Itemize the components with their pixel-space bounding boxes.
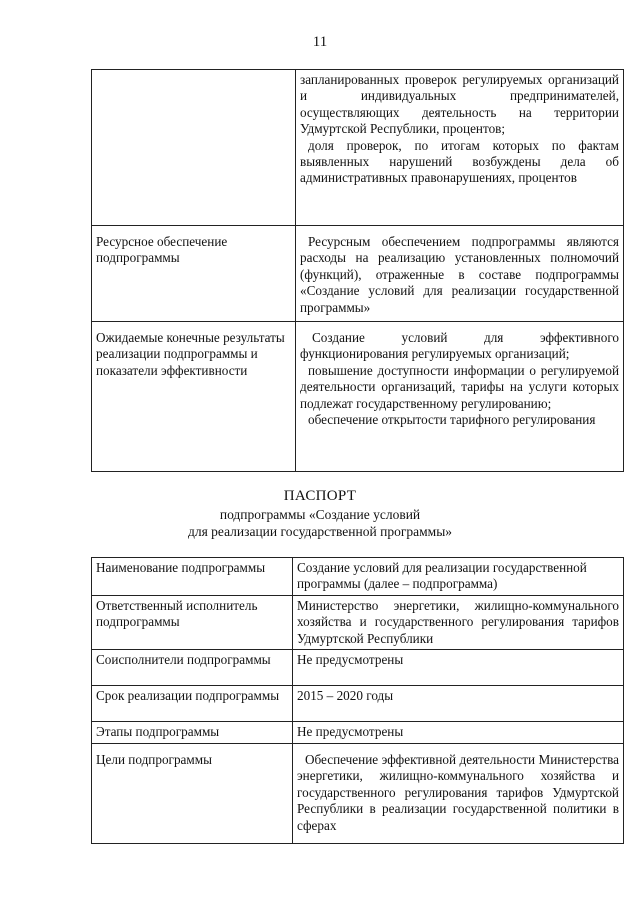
row-value: Обеспечение эффективной деятельности Министерства энергетики, жилищно-коммунального хозяйства и государственного регулирования тарифов Удмуртской Республики в реализации государственной политики в сферах (293, 744, 624, 844)
table-row (92, 686, 624, 722)
table-row (92, 650, 624, 686)
row-value: 2015 – 2020 годы (293, 686, 624, 722)
value-paragraph: запланированных проверок регулируемых организаций и индивидуальных предпринимателей, осуществляющих деятельность на территории Удмуртской Республики, процентов; (300, 72, 619, 137)
value-paragraph: доля проверок, по итогам которых по фактам выявленных нарушений возбуждены дела об административных правонарушениях, процентов (300, 137, 619, 186)
row-label: Срок реализации подпрограммы (92, 686, 293, 722)
row-label: Ожидаемые конечные результаты реализации подпрограммы и показатели эффективности (92, 322, 296, 472)
passport-subtitle-line2: для реализации государственной программы» (187, 524, 453, 539)
table-row (92, 744, 624, 844)
table-row (92, 226, 624, 322)
table-row (92, 70, 624, 226)
passport-table (91, 557, 624, 844)
row-value (296, 70, 624, 226)
table-row (92, 595, 624, 649)
row-value (296, 226, 624, 322)
value-paragraph: Ресурсным обеспечением подпрограммы являются расходы на реализацию установленных полномочий (функций), отраженные в составе подпрограммы «Создание условий для реализации государственной программы» (300, 234, 619, 315)
table-row (92, 322, 624, 472)
row-label: Цели подпрограммы (92, 744, 293, 844)
row-value: Не предусмотрены (293, 650, 624, 686)
value-paragraph: Создание условий для эффективного функционирования регулируемых организаций; (300, 330, 619, 362)
row-label: Наименование подпрограммы (92, 558, 293, 596)
row-value: Министерство энергетики, жилищно-коммунального хозяйства и государственного регулирования тарифов Удмуртской Республики (293, 595, 624, 649)
row-label: Соисполнители подпрограммы (92, 650, 293, 686)
passport-title: ПАСПОРТ (283, 488, 357, 504)
value-paragraph: повышение доступности информации о регулируемой деятельности организаций, тарифы на услуги которых подлежат государственному регулированию; (300, 362, 619, 411)
row-label: Ресурсное обеспечение подпрограммы (92, 226, 296, 322)
row-label (92, 70, 296, 226)
passport-subtitle-line1: подпрограммы «Создание условий (219, 507, 421, 522)
page-number: 11 (312, 34, 328, 50)
table-row (92, 722, 624, 744)
subprogram-summary-table (91, 69, 624, 472)
row-label: Ответственный исполнитель подпрограммы (92, 595, 293, 649)
table-row (92, 558, 624, 596)
row-value (296, 322, 624, 472)
row-label: Этапы подпрограммы (92, 722, 293, 744)
row-value: Создание условий для реализации государственной программы (далее – подпрограмма) (293, 558, 624, 596)
passport-heading-block (0, 487, 640, 540)
value-paragraph: обеспечение открытости тарифного регулирования (308, 412, 596, 428)
row-value: Не предусмотрены (293, 722, 624, 744)
